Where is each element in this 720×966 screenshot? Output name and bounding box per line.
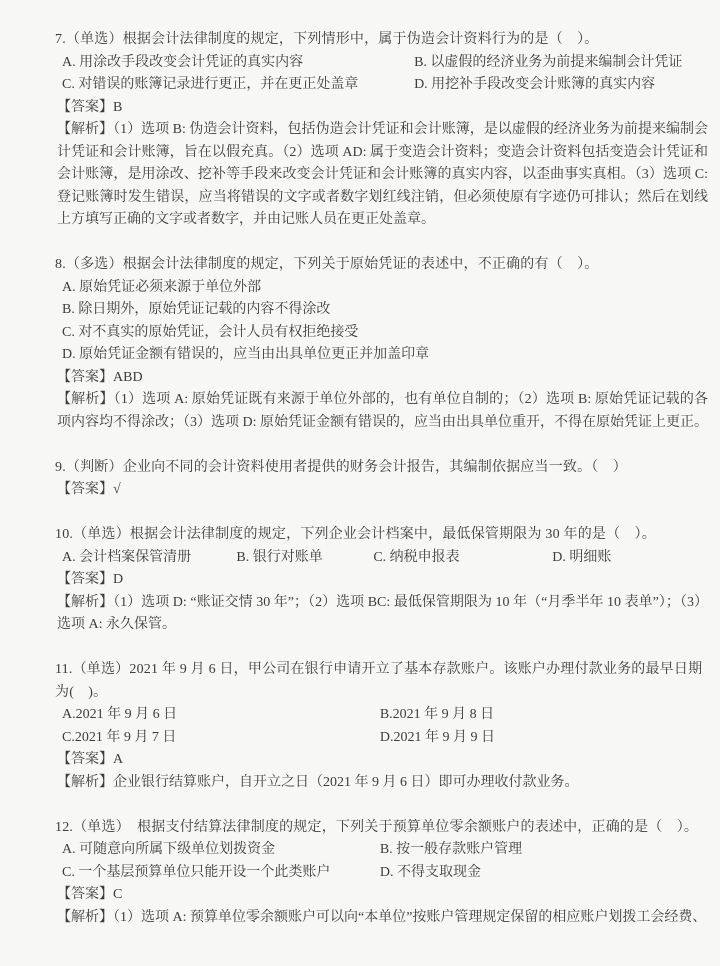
question-10-title: 10.（单选）根据会计法律制度的规定，下列企业会计档案中，最低保管期限为 30 年的是（ ）。 xyxy=(55,527,656,542)
analysis-label: 【解析】 xyxy=(57,774,113,790)
question-8-analysis-line xyxy=(55,389,708,434)
answer-label: 【答案】 xyxy=(57,887,113,902)
analysis-label: 【解析】 xyxy=(57,594,114,610)
question-10-option-b: B. 银行对账单 xyxy=(236,549,323,565)
analysis-text: 企业银行结算账户，自开立之日（2021 年 9 月 6 日）即可办理收付款业务。 xyxy=(113,774,579,790)
question-12-options xyxy=(55,839,708,884)
question-7 xyxy=(55,29,708,232)
question-12-option-c: C. 一个基层预算单位只能开设一个此类账户 xyxy=(62,864,331,880)
question-8-answer-line xyxy=(55,367,708,390)
analysis-text: （1）选项 A: 预算单位零余额账户可以向“本单位”按账户管理规定保留的相应账户划拨工会经费、 xyxy=(113,909,707,925)
question-12-analysis-line xyxy=(55,907,708,930)
question-12-option-a: A. 可随意向所属下级单位划拨资金 xyxy=(62,842,276,857)
question-11 xyxy=(55,659,708,794)
exam-document-page xyxy=(55,29,708,929)
question-7-answer-line xyxy=(55,97,708,120)
answer-label: 【答案】 xyxy=(57,99,113,115)
question-8-options xyxy=(55,277,708,367)
answer-label: 【答案】 xyxy=(57,369,113,385)
question-11-option-b: B.2021 年 9 月 8 日 xyxy=(379,707,495,722)
answer-label: 【答案】 xyxy=(57,752,113,767)
question-11-analysis-line xyxy=(55,772,708,795)
question-10-option-a: A. 会计档案保管清册 xyxy=(62,549,192,565)
answer-value: D xyxy=(113,572,124,587)
question-9-title: 9.（判断）企业向不同的会计资料使用者提供的财务会计报告，其编制依据应当一致。（ ） xyxy=(55,459,627,475)
answer-value: C xyxy=(113,887,123,902)
question-7-options xyxy=(55,52,708,97)
question-9-answer-line xyxy=(55,479,708,502)
answer-label: 【答案】 xyxy=(57,482,113,497)
question-12-option-b: B. 按一般存款账户管理 xyxy=(379,842,523,857)
answer-value: A xyxy=(113,752,124,767)
question-10-answer-line xyxy=(55,569,708,592)
question-8-title: 8.（多选）根据会计法律制度的规定，下列关于原始凭证的表述中，不正确的有（ ）。 xyxy=(55,257,599,272)
question-8-option-c: C. 对不真实的原始凭证，会计人员有权拒绝接受 xyxy=(62,324,359,340)
question-11-option-a: A.2021 年 9 月 6 日 xyxy=(62,707,178,722)
question-8 xyxy=(55,254,708,434)
question-11-option-c: C.2021 年 9 月 7 日 xyxy=(62,729,177,745)
question-10-option-d: D. 明细账 xyxy=(552,549,612,565)
question-10-option-c: C. 纳税申报表 xyxy=(373,549,460,565)
question-10-options xyxy=(55,547,708,570)
analysis-text: （1）选项 A: 原始凭证既有来源于单位外部的，也有单位自制的；（2）选项 B: 原始凭证记载的各项内容均不得涂改；（3）选项 D: 原始凭证金额有错误的，应当由出具单位重开，不得在原始凭证上更正。 xyxy=(57,392,708,430)
question-11-answer-line xyxy=(55,749,708,772)
question-8-option-a: A. 原始凭证必须来源于单位外部 xyxy=(62,279,262,295)
analysis-text: （1）选项 B: 伪造会计资料，包括伪造会计凭证和会计账簿，是以虚假的经济业务为前提来编制会计凭证和会计账簿，旨在以假充真。（2）选项 AD: 属于变造会计资料；变造会计资料包括变造会计凭证和会计账簿，是用涂改、挖补等手段来改变会计凭证和会计账簿的真实内容，以歪曲事实真相。（3）选项 C: 登记账簿时发生错误，应当将错误的文字或者数字划红线注销，但必须使原有字迹仍可排认；然后在划线上方填写正确的文字或者数字，并由记账人员在更正处盖章。 xyxy=(57,122,709,227)
answer-value: √ xyxy=(113,482,121,497)
question-7-option-b: B. 以虚假的经济业务为前提来编制会计凭证 xyxy=(414,54,683,70)
question-7-analysis-line xyxy=(55,119,708,232)
question-10-analysis-line xyxy=(55,592,708,637)
question-12-title: 12.（单选） 根据支付结算法律制度的规定，下列关于预算单位零余额账户的表述中，正确的是（ ）。 xyxy=(55,819,699,835)
analysis-label: 【解析】 xyxy=(57,909,113,925)
question-8-option-d: D. 原始凭证金额有错误的，应当由出具单位更正并加盖印章 xyxy=(62,347,430,362)
question-11-options xyxy=(55,704,708,749)
question-7-option-a: A. 用涂改手段改变会计凭证的真实内容 xyxy=(62,54,304,70)
answer-value: B xyxy=(113,99,123,115)
question-11-title: 11.（单选）2021 年 9 月 6 日，甲公司在银行申请开立了基本存款账户。该账户办理付款业务的最早日期为( )。 xyxy=(55,662,703,700)
question-7-option-d: D. 用挖补手段改变会计账簿的真实内容 xyxy=(414,77,656,92)
answer-label: 【答案】 xyxy=(57,572,113,587)
question-12-option-d: D. 不得支取现金 xyxy=(379,864,481,880)
question-12 xyxy=(55,817,708,930)
question-8-option-b: B. 除日期外，原始凭证记载的内容不得涂改 xyxy=(62,302,331,317)
analysis-label: 【解析】 xyxy=(57,392,114,407)
question-11-option-d: D.2021 年 9 月 9 日 xyxy=(379,729,495,745)
question-7-option-c: C. 对错误的账簿记录进行更正，并在更正处盖章 xyxy=(62,77,359,92)
analysis-text: （1）选项 D: “账证交情 30 年”；（2）选项 BC: 最低保管期限为 10 年（“月季半年 10 表单”）；（3）选项 A: 永久保管。 xyxy=(57,594,709,632)
question-7-title: 7.（单选）根据会计法律制度的规定，下列情形中，属于伪造会计资料行为的是（ ）。 xyxy=(55,32,599,47)
question-12-answer-line xyxy=(55,884,708,907)
question-10 xyxy=(55,524,708,637)
question-9 xyxy=(55,457,708,502)
answer-value: ABD xyxy=(113,369,143,385)
analysis-label: 【解析】 xyxy=(57,122,114,137)
